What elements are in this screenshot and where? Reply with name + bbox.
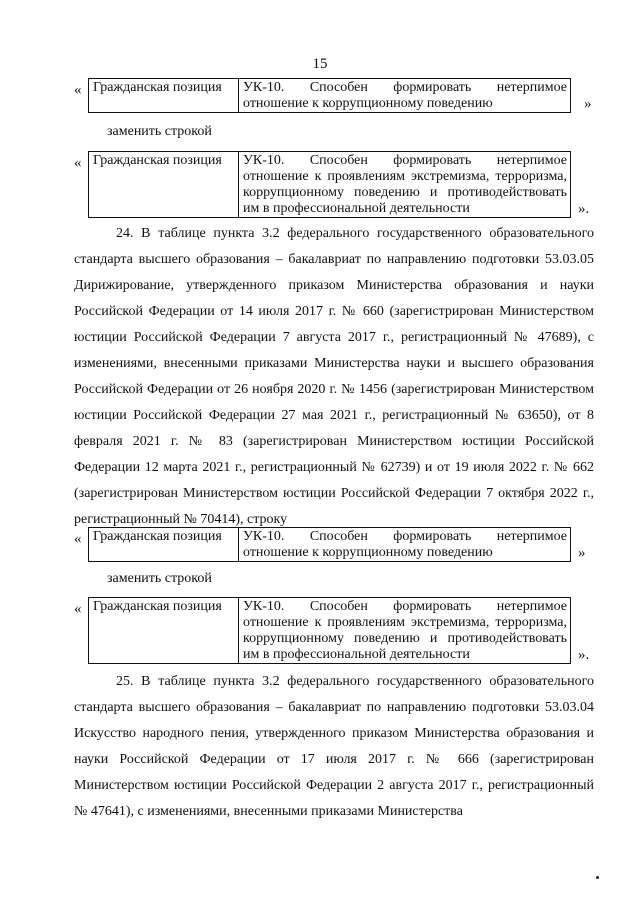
quote-close-period: ». bbox=[578, 647, 590, 663]
competency-line: отношение к проявлениям экстремизма, терроризма, bbox=[243, 169, 567, 184]
new-row-block-1 bbox=[74, 151, 594, 221]
paragraph-25: 25. В таблице пункта 3.2 федерального государственного образовательного стандарта высшего образования – бакалавриат по направлению подготовки 53.03.04 Искусство народного пения, утвержденного приказом Министерства образования и науки Российской Федерации от 17 июля 2017 г. № 666 (зарегистрирован Министерством юстиции Российской Федерации 2 августа 2017 г., регистрационный № 47641), с изменениями, внесенными приказами Министерства bbox=[74, 674, 594, 819]
quote-open: « bbox=[74, 601, 82, 617]
new-row-table bbox=[88, 151, 571, 218]
scan-speck bbox=[596, 876, 599, 879]
competency-category-cell: Гражданская позиция bbox=[89, 598, 239, 664]
competency-category-cell: Гражданская позиция bbox=[89, 528, 239, 562]
competency-line: коррупционному поведению и противодействовать bbox=[243, 185, 567, 200]
competency-text-cell bbox=[239, 79, 571, 113]
competency-category-cell: Гражданская позиция bbox=[89, 152, 239, 218]
competency-line: УК-10. Способен формировать нетерпимое bbox=[243, 153, 567, 168]
old-row-block-2 bbox=[74, 527, 594, 567]
new-row-block-2 bbox=[74, 597, 594, 667]
replace-instruction: заменить строкой bbox=[107, 124, 212, 139]
replace-instruction: заменить строкой bbox=[107, 571, 212, 586]
competency-text-cell bbox=[239, 528, 571, 562]
old-row-table bbox=[88, 527, 571, 562]
competency-line: отношение к проявлениям экстремизма, терроризма, bbox=[243, 615, 567, 630]
old-row-block-1 bbox=[74, 78, 594, 118]
competency-line: УК-10. Способен формировать нетерпимое bbox=[243, 529, 567, 544]
competency-line: им в профессиональной деятельности bbox=[243, 647, 470, 662]
quote-open: « bbox=[74, 531, 82, 547]
new-row-table bbox=[88, 597, 571, 664]
competency-line: отношение к коррупционному поведению bbox=[243, 96, 493, 111]
competency-text-cell bbox=[239, 598, 571, 664]
quote-close: » bbox=[578, 545, 586, 561]
competency-line: УК-10. Способен формировать нетерпимое bbox=[243, 599, 567, 614]
quote-open: « bbox=[74, 82, 82, 98]
competency-line: коррупционному поведению и противодействовать bbox=[243, 631, 567, 646]
quote-close-period: ». bbox=[578, 201, 590, 217]
quote-close: » bbox=[584, 96, 592, 112]
competency-line: УК-10. Способен формировать нетерпимое bbox=[243, 80, 567, 95]
competency-category-cell: Гражданская позиция bbox=[89, 79, 239, 113]
paragraph-24: 24. В таблице пункта 3.2 федерального государственного образовательного стандарта высшего образования – бакалавриат по направлению подготовки 53.03.05 Дирижирование, утвержденного приказом Министерства образования и науки Российской Федерации от 14 июля 2017 г. № 660 (зарегистрирован Министерством юстиции Российской Федерации 7 августа 2017 г., регистрационный № 47689), с изменениями, внесенными приказами Министерства науки и высшего образования Российской Федерации от 26 ноября 2020 г. № 1456 (зарегистрирован Министерством юстиции Российской Федерации 27 мая 2021 г., регистрационный № 63650), от 8 февраля 2021 г. № 83 (зарегистрирован Министерством юстиции Российской Федерации 12 марта 2021 г., регистрационный № 62739) и от 19 июля 2022 г. № 662 (зарегистрирован Министерством юстиции Российской Федерации 7 октября 2022 г., регистрационный № 70414), строку bbox=[74, 226, 594, 527]
old-row-table bbox=[88, 78, 571, 113]
competency-text-cell bbox=[239, 152, 571, 218]
page-number: 15 bbox=[312, 56, 328, 72]
competency-line: отношение к коррупционному поведению bbox=[243, 545, 493, 560]
quote-open: « bbox=[74, 155, 82, 171]
competency-line: им в профессиональной деятельности bbox=[243, 201, 470, 216]
